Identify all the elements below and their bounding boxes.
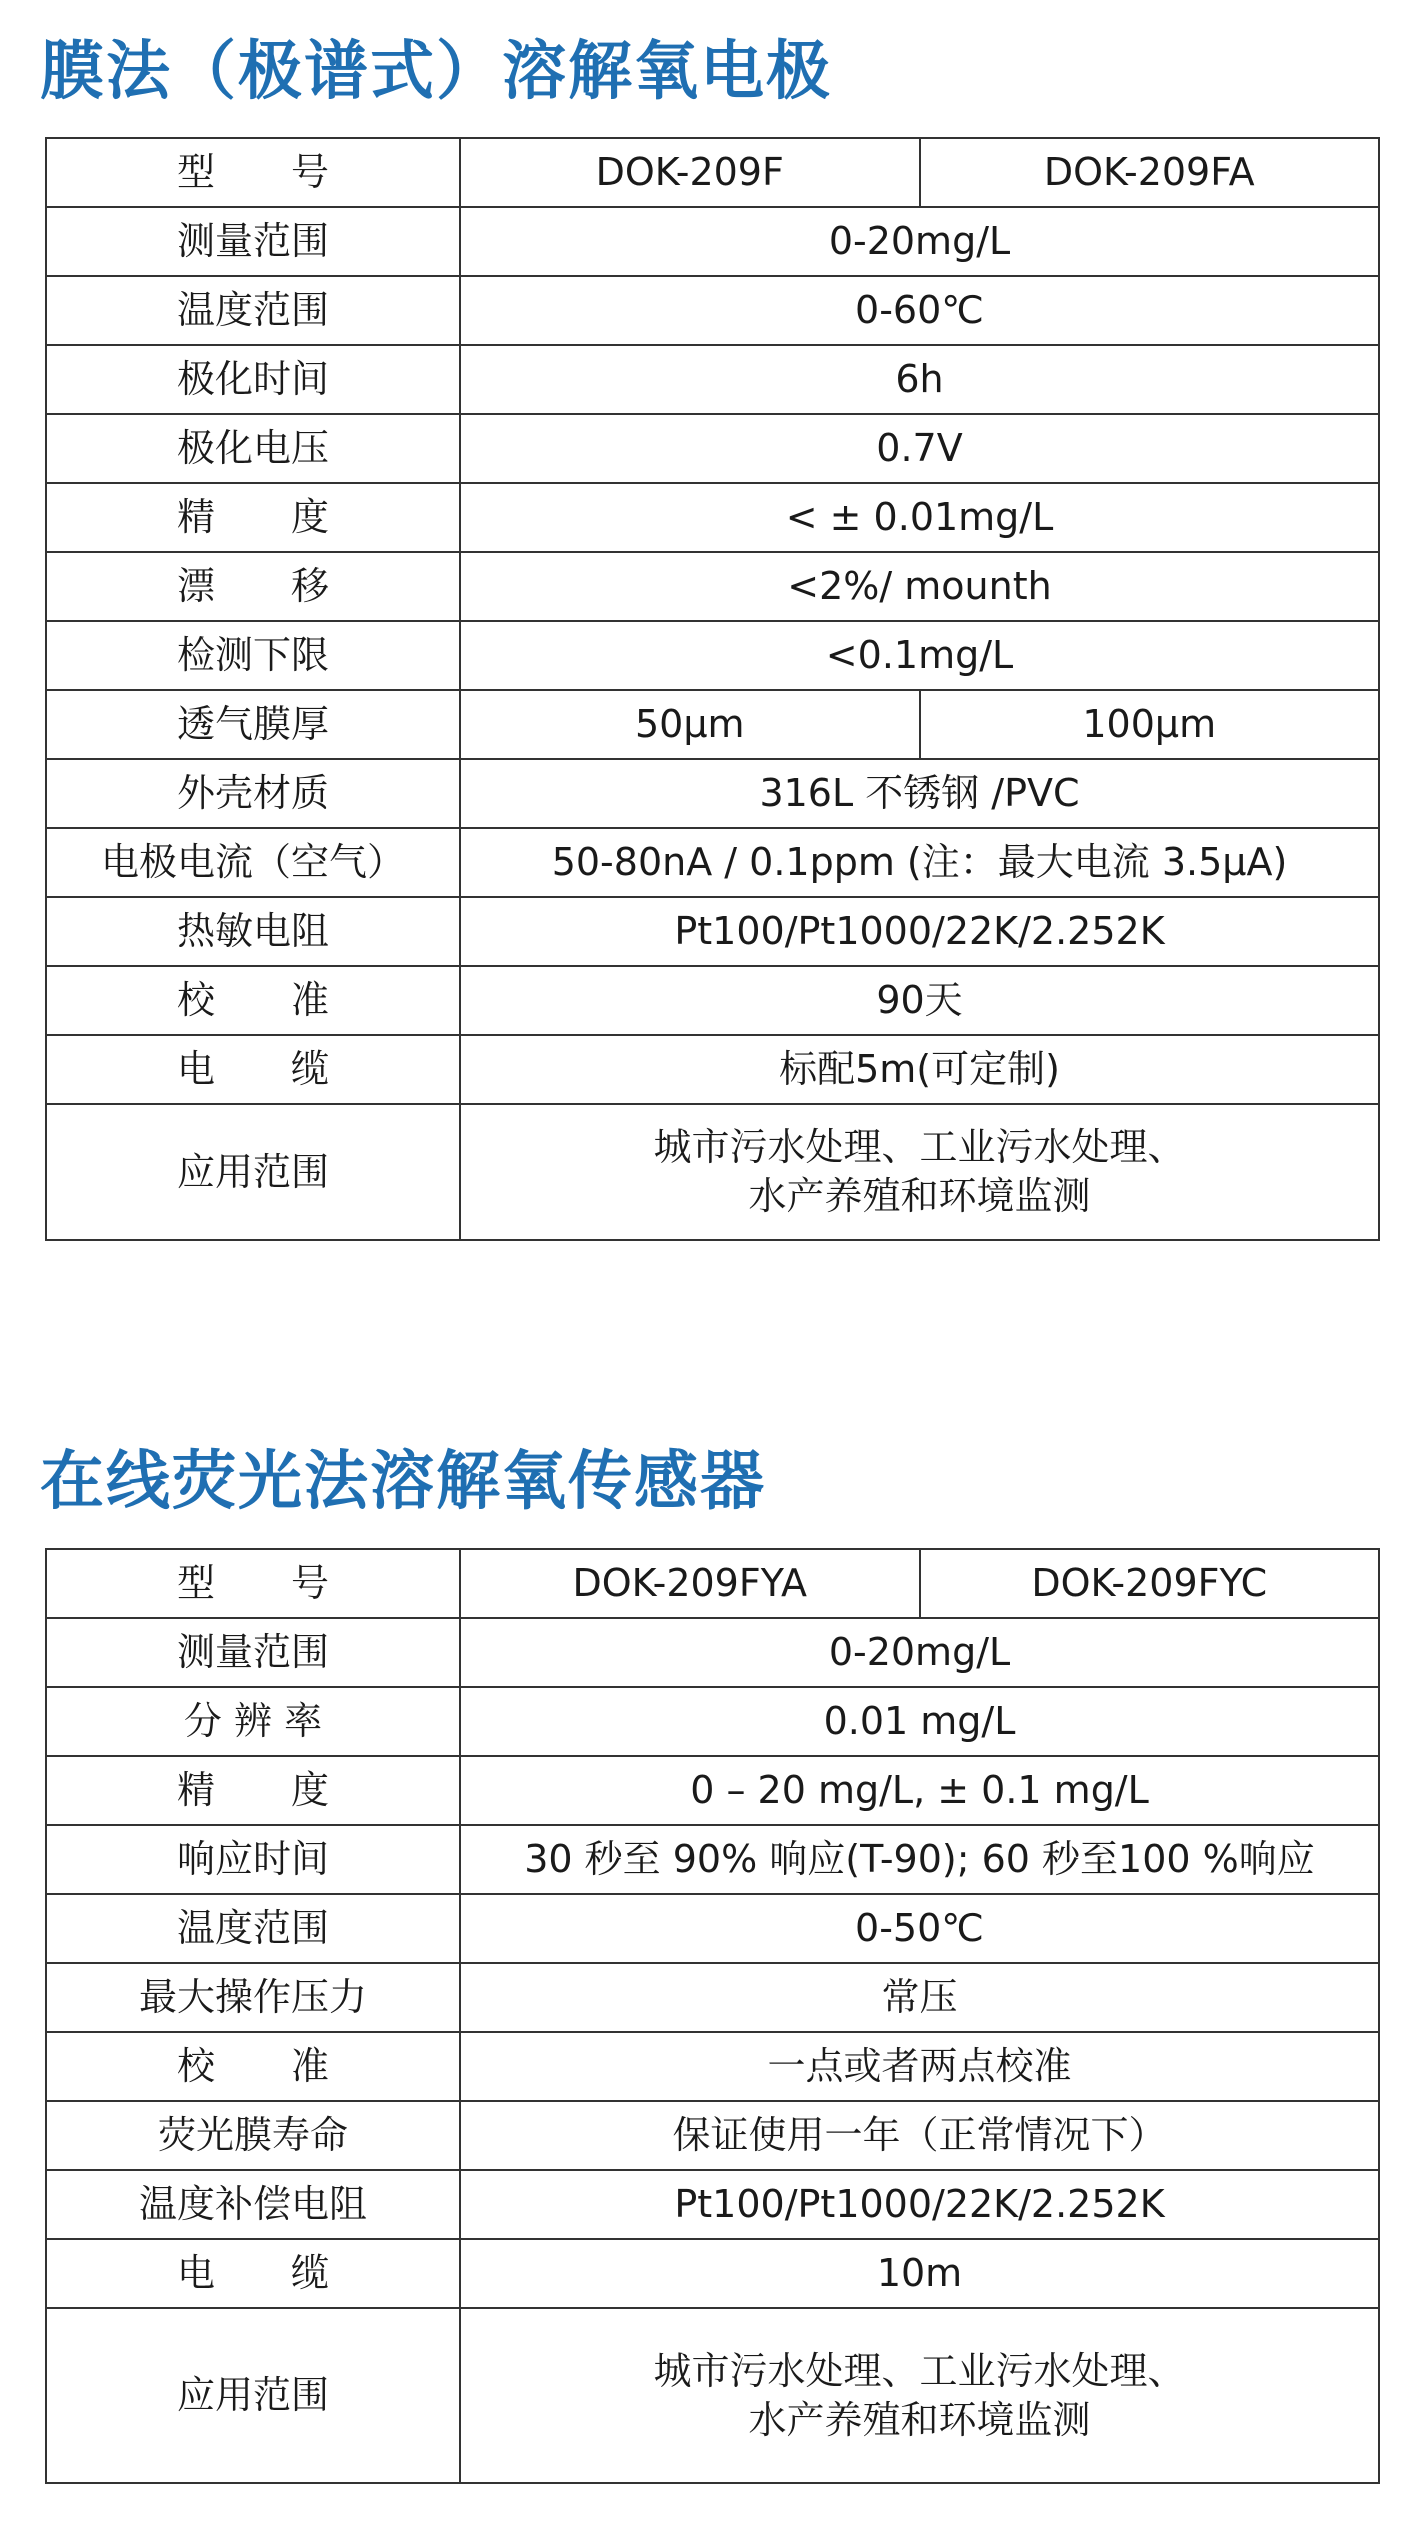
row-label: 最大操作压力 xyxy=(46,1963,460,2032)
table-row xyxy=(46,690,1379,759)
application-line: 水产养殖和环境监测 xyxy=(748,1174,1091,1218)
table-row xyxy=(46,138,1379,207)
model-cell: DOK-209FYA xyxy=(460,1549,920,1618)
row-value: 90天 xyxy=(460,966,1379,1035)
row-label: 应用范围 xyxy=(46,1104,460,1240)
row-value: <0.1mg/L xyxy=(460,621,1379,690)
row-label: 精 度 xyxy=(46,1756,460,1825)
spec-table-membrane-electrode xyxy=(45,137,1380,1241)
application-line: 城市污水处理、工业污水处理、 xyxy=(653,1125,1186,1170)
row-value: 一点或者两点校准 xyxy=(460,2032,1379,2101)
row-label: 外壳材质 xyxy=(46,759,460,828)
row-label: 应用范围 xyxy=(46,2308,460,2483)
table-row xyxy=(46,1756,1379,1825)
row-label: 测量范围 xyxy=(46,1618,460,1687)
row-value-multiline xyxy=(460,1104,1379,1240)
row-value: 常压 xyxy=(460,1963,1379,2032)
row-value: 30 秒至 90% 响应(T-90); 60 秒至100 %响应 xyxy=(460,1825,1379,1894)
table-row xyxy=(46,621,1379,690)
table-row xyxy=(46,2239,1379,2308)
row-label: 极化时间 xyxy=(46,345,460,414)
row-label: 漂 移 xyxy=(46,552,460,621)
table-row xyxy=(46,345,1379,414)
row-label: 热敏电阻 xyxy=(46,897,460,966)
row-value: <2%/ mounth xyxy=(460,552,1379,621)
section-title-membrane-electrode: 膜法（极谱式）溶解氧电极 xyxy=(40,35,832,109)
row-value: 316L 不锈钢 /PVC xyxy=(460,759,1379,828)
table-row xyxy=(46,1104,1379,1240)
table-row xyxy=(46,1687,1379,1756)
table-row xyxy=(46,2170,1379,2239)
row-label: 电 缆 xyxy=(46,2239,460,2308)
row-label: 型 号 xyxy=(46,1549,460,1618)
row-label: 检测下限 xyxy=(46,621,460,690)
table-row xyxy=(46,1549,1379,1618)
row-value: 10m xyxy=(460,2239,1379,2308)
table-row xyxy=(46,1618,1379,1687)
row-value: 0-60℃ xyxy=(460,276,1379,345)
table-row xyxy=(46,759,1379,828)
row-value-multiline xyxy=(460,2308,1379,2483)
table-row xyxy=(46,552,1379,621)
row-value: 6h xyxy=(460,345,1379,414)
row-value: 0 – 20 mg/L, ± 0.1 mg/L xyxy=(460,1756,1379,1825)
model-cell: DOK-209FA xyxy=(920,138,1380,207)
row-label: 响应时间 xyxy=(46,1825,460,1894)
row-label: 温度补偿电阻 xyxy=(46,2170,460,2239)
model-cell: DOK-209F xyxy=(460,138,920,207)
row-label: 分 辨 率 xyxy=(46,1687,460,1756)
table-row xyxy=(46,897,1379,966)
row-label: 透气膜厚 xyxy=(46,690,460,759)
application-line: 城市污水处理、工业污水处理、 xyxy=(653,2348,1186,2393)
model-cell: DOK-209FYC xyxy=(920,1549,1380,1618)
row-value: 0-20mg/L xyxy=(460,1618,1379,1687)
row-value: 50μm xyxy=(460,690,920,759)
table-row xyxy=(46,1035,1379,1104)
row-label: 精 度 xyxy=(46,483,460,552)
spec-table-fluorescence-sensor xyxy=(45,1548,1380,2484)
row-value: 0.01 mg/L xyxy=(460,1687,1379,1756)
table-row xyxy=(46,414,1379,483)
row-value: 保证使用一年（正常情况下） xyxy=(460,2101,1379,2170)
row-value: 0-50℃ xyxy=(460,1894,1379,1963)
table-row xyxy=(46,207,1379,276)
row-value: 0-20mg/L xyxy=(460,207,1379,276)
row-label: 温度范围 xyxy=(46,276,460,345)
table-row xyxy=(46,276,1379,345)
row-value: Pt100/Pt1000/22K/2.252K xyxy=(460,897,1379,966)
table-row xyxy=(46,1894,1379,1963)
application-line: 水产养殖和环境监测 xyxy=(748,2397,1091,2442)
row-label: 荧光膜寿命 xyxy=(46,2101,460,2170)
row-value: 100μm xyxy=(920,690,1380,759)
table-row xyxy=(46,828,1379,897)
row-label: 温度范围 xyxy=(46,1894,460,1963)
table-row xyxy=(46,966,1379,1035)
row-value: Pt100/Pt1000/22K/2.252K xyxy=(460,2170,1379,2239)
row-label: 电极电流（空气） xyxy=(46,828,460,897)
row-label: 电 缆 xyxy=(46,1035,460,1104)
table-row xyxy=(46,2032,1379,2101)
table-row xyxy=(46,2101,1379,2170)
row-label: 校 准 xyxy=(46,2032,460,2101)
section-title-fluorescence-sensor: 在线荧光法溶解氧传感器 xyxy=(40,1445,766,1519)
table-row xyxy=(46,483,1379,552)
table-row xyxy=(46,1963,1379,2032)
row-label: 校 准 xyxy=(46,966,460,1035)
row-value: 标配5m(可定制) xyxy=(460,1035,1379,1104)
row-label: 测量范围 xyxy=(46,207,460,276)
table-row xyxy=(46,1825,1379,1894)
row-label: 型 号 xyxy=(46,138,460,207)
row-label: 极化电压 xyxy=(46,414,460,483)
row-value: 50-80nA / 0.1ppm (注：最大电流 3.5μA) xyxy=(460,828,1379,897)
row-value: 0.7V xyxy=(460,414,1379,483)
table-row xyxy=(46,2308,1379,2483)
row-value: < ± 0.01mg/L xyxy=(460,483,1379,552)
